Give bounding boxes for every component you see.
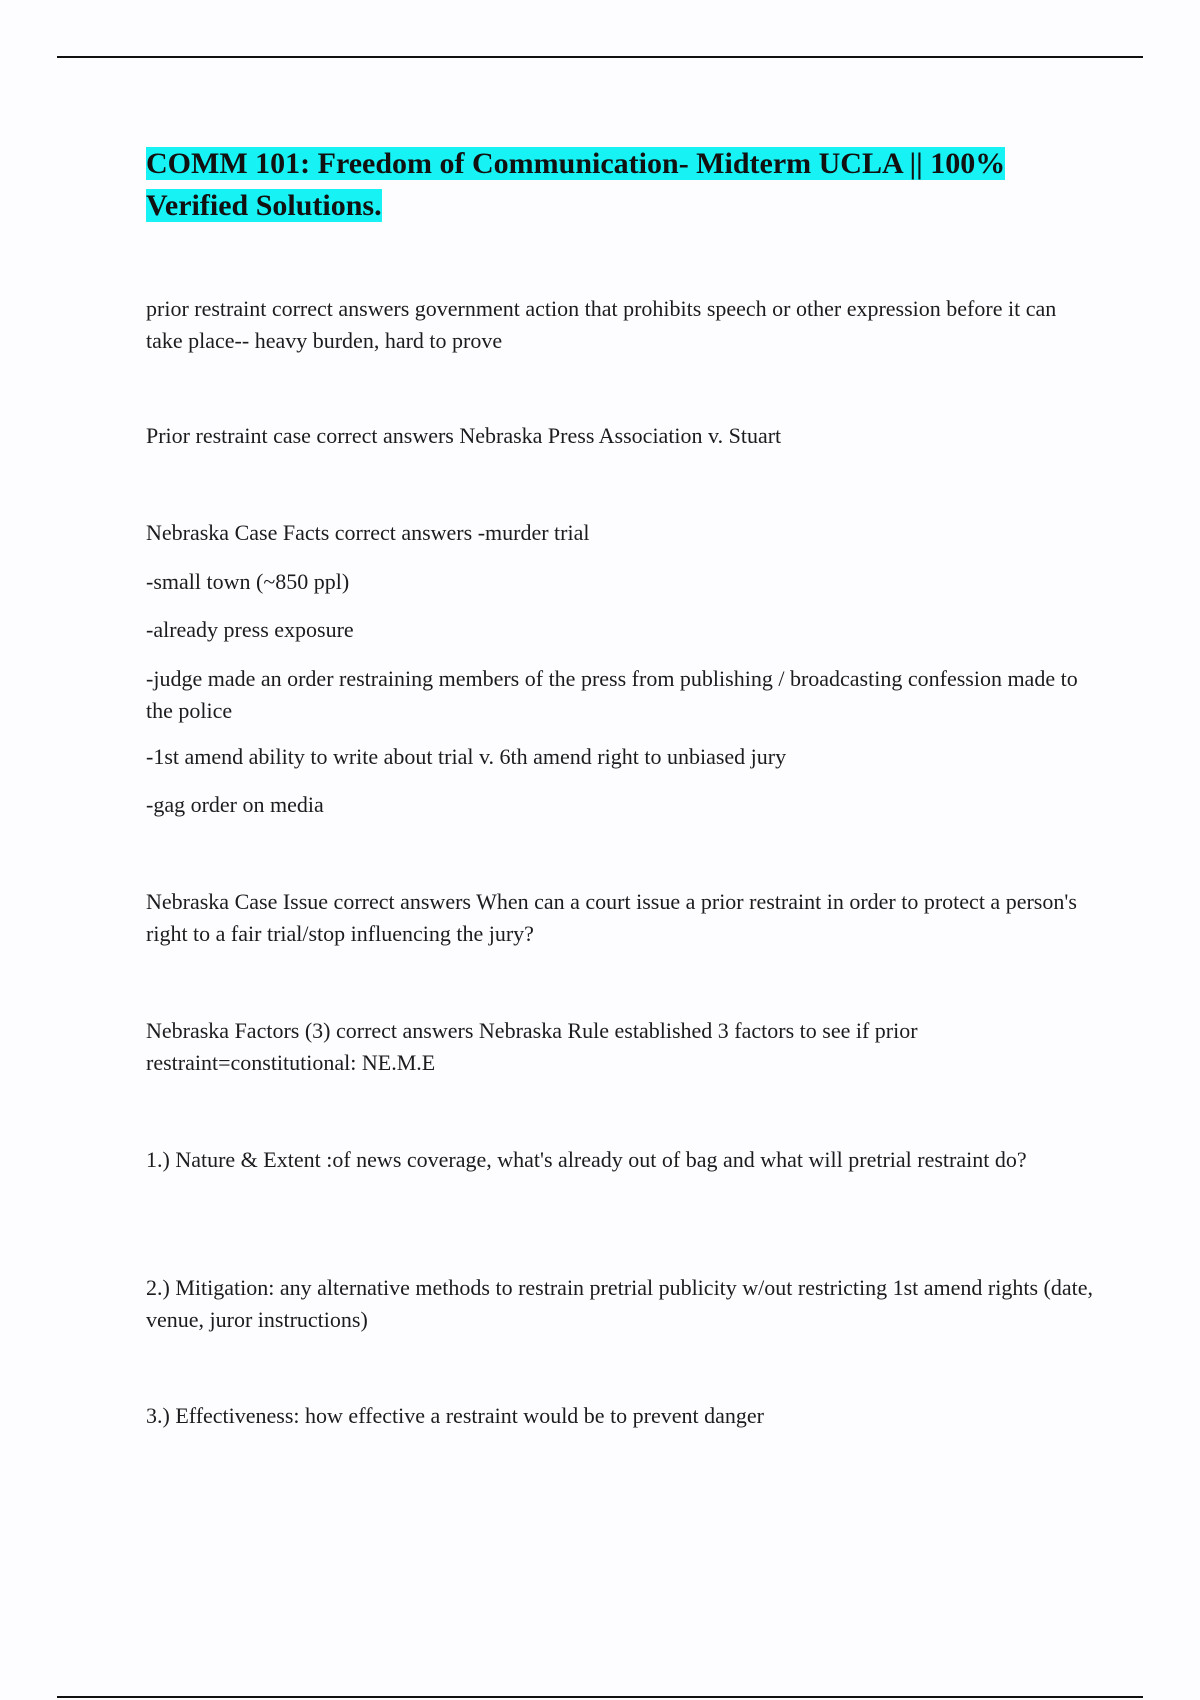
paragraph-prior-restraint: prior restraint correct answers government action that prohibits speech or other expression before it can take place-- heavy burden, hard to prove — [146, 296, 1057, 353]
paragraph-case-issue: Nebraska Case Issue correct answers When can a court issue a prior restraint in order to protect a person's right to a fair trial/stop influencing the jury? — [146, 889, 1077, 946]
factor-nature-extent: 1.) Nature & Extent :of news coverage, what's already out of bag and what will pretrial restraint do? — [146, 1147, 1027, 1172]
factor-mitigation: 2.) Mitigation: any alternative methods to restrain pretrial publicity w/out restricting 1st amend rights (date, venue, juror instructions) — [146, 1275, 1093, 1332]
footer-rule — [57, 1696, 1143, 1698]
title-highlight: COMM 101: Freedom of Communication- Midterm UCLA || 100% Verified Solutions. — [146, 147, 1006, 222]
header-rule — [57, 56, 1143, 58]
fact-item-press-exposure: -already press exposure — [146, 617, 354, 642]
fact-item-judge-order: -judge made an order restraining members of the press from publishing / broadcasting confession made to the police — [146, 666, 1078, 723]
fact-item-amendments: -1st amend ability to write about trial v. 6th amend right to unbiased jury — [146, 744, 787, 769]
factor-effectiveness: 3.) Effectiveness: how effective a restraint would be to prevent danger — [146, 1403, 765, 1428]
paragraph-case-facts: Nebraska Case Facts correct answers -murder trial — [146, 520, 590, 545]
fact-item-gag-order: -gag order on media — [146, 792, 324, 817]
paragraph-prior-restraint-case: Prior restraint case correct answers Nebraska Press Association v. Stuart — [146, 423, 782, 448]
document-title — [146, 143, 1096, 227]
paragraph-factors: Nebraska Factors (3) correct answers Nebraska Rule established 3 factors to see if prior restraint=constitutional: NE.M.E — [146, 1018, 918, 1075]
fact-item-small-town: -small town (~850 ppl) — [146, 569, 350, 594]
